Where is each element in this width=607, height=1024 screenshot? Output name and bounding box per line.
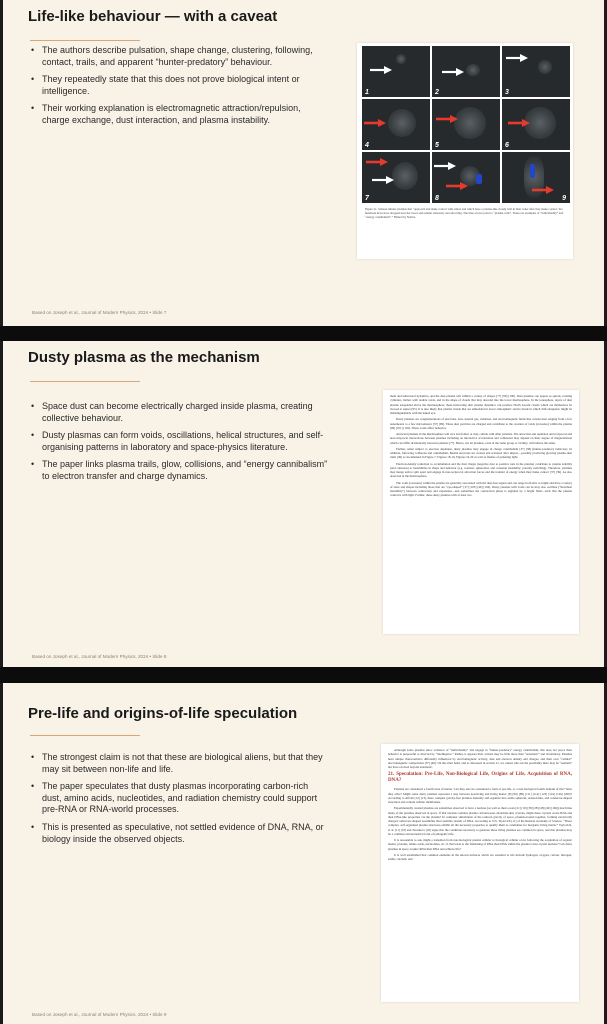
figure-21-grid — [362, 46, 570, 203]
panel-number: 3 — [505, 89, 509, 96]
figure-panel-4 — [362, 99, 430, 150]
bullet-item: • This is presented as speculative, not settled evidence of DNA, RNA, or biology inside the observed objects. — [40, 822, 330, 845]
figure-caption: Figure 21. Sixteen-minute plasmas that “approach and make contact with others and which have a plasma-like cloudy trail in their wake after they make contact. Six hundreds more have dropped near the lower and remain stationary and attracting. The blue arrows point to “plasma-cells”. These are examples of “individuality” and “energy cannibalism”.” Filmed by NASA. — [365, 207, 564, 219]
paper-paragraph: ment and behavioral dynamics, and the dust plasma will exhibit a variety of shapes [77] [99] [100]. Dust plasmas can appear as spirals, rotating cylinders, bullets with double voids, and in the shape of clouds that may descend into the lower thermosphere. In the ionosphere, layers of dust plasma suspended above the thermosphere; these interacting dust plasma dynamics can produce North Lucent clouds which are themselves be viewed at sunset [95]. It is also likely that plasma clouds that are embedded in lower atmospheric storm clouds in which drift elongated, might be indistinguishable with the naked eye. — [390, 394, 572, 415]
panel-number: 4 — [365, 142, 369, 149]
paper-paragraph: It is reasonable to ask, might a transition from non-biological plasma cellular to biological cellular occur following the acquisition of organic matter, proteins, amino acids, nucleotides, etc. if that leads to the fashioning of RNA then DNA within the plasma’s dust-crystal nucleus? Can dusty plasmas in space acquire RNA then DNA and achieve life? — [388, 838, 572, 851]
panel-number: 9 — [562, 195, 566, 202]
paper-paragraph: Although some plasmas show evidence of “individuality” and engage in “hunter-predatory” energy cannibalism, this does not prove their behavior is purposeful or directed by “intelligence.” Rather, it appears their actions may be little more than “automatic” and involuntary. Plasmas have unique characteristics differently influenced by electromagnetic activity, dust and electron density and charges, and their own “cellular” electromagnetic composition [37] [49]. On the other hand, and as discussed in section 21, we cannot rule out the possibility there may be “sentient” but have evolved beyond automatic. — [388, 748, 572, 769]
paper-page — [381, 744, 579, 1002]
panel-number: 2 — [435, 89, 439, 96]
bullet-list — [30, 401, 330, 489]
figure-panel-8 — [432, 152, 500, 203]
slide-footer: Based on Joseph et al., Journal of Modern Physics, 2024 • Slide 9 — [32, 1012, 167, 1017]
bullet-item: • The paper links plasma trails, glow, collisions, and “energy cannibalism” to electron transfer and charge dynamics. — [40, 459, 330, 482]
panel-number: 8 — [435, 195, 439, 202]
slide-title: Pre-life and origins-of-life speculation — [28, 705, 298, 722]
figure-panel-3 — [502, 46, 570, 97]
panel-number: 5 — [435, 142, 439, 149]
paper-paragraph: It is well established that common elements in the known universe which are essential to life include hydrogen, oxygen, carbon, nitrogen, sulfur, calcium, and — [388, 852, 572, 861]
figure-panel-9 — [502, 152, 570, 203]
paper-paragraph: Experimentally created plasmas are sometimes observed to have a nucleus (as well as their ocean [21] [19] [38] [28] [48] [49] [166]) much like many of the plasmas observed in space. If that nucleus contains plasma carbonaceous chondrite-dust crystals, might these crystals create RNA and then DNA-like properties via the plasma? In computer simulations of the reduced gravity of space, plasmas-bound together, forming electrically charged corkscrew-shaped assemblies that resemble strands of DNA. According to V.N. Tsytovich [11] of the Russian Academy of Science, “These complex, self-organized plasma structures exhibit all the necessary properties to qualify them as candidates for inorganic living matter.” Tsytovich, et al. [11] [16] and Tsvetkova [18] argue that the conditions necessary to generate these living plasmas are common in space, and that plasmas may be a common extraterrestrial form of (allergenic) life. — [388, 806, 572, 836]
slide-title: Dusty plasma as the mechanism — [28, 349, 260, 366]
paper-paragraph: Dusty plasmas are conglomerations of electrons, ions, neutral gas, radiation, and electromagnetic fields that consist dust ranging from a few nanometers to a few micrometers [37] [99]. These dust particles are charged and contribute to the creation of voids (vacuoles) within the plasma [99] [101] [102]. These voids affect behavior. — [390, 417, 572, 430]
bullet-item: • Their working explanation is electromagnetic attraction/repulsion, charge exchange, dust interaction, and plasma instability. — [40, 103, 330, 126]
section-heading: 21. Speculation: Pre-Life, Non-Biological Life, Origins of Life, Acquisition of RNA, DNA? — [388, 772, 572, 784]
bullet-item: • The strongest claim is not that these are biological aliens, but that they may sit between non-life and life. — [40, 752, 330, 775]
paper-text — [388, 748, 572, 998]
slide-8 — [0, 341, 607, 667]
panel-number: 6 — [505, 142, 509, 149]
panel-number: 7 — [365, 195, 369, 202]
bullet-list — [30, 45, 330, 133]
title-underline — [30, 735, 140, 736]
bullet-item: • They repeatedly state that this does not prove biological intent or intelligence. — [40, 74, 330, 97]
paper-page — [383, 390, 579, 634]
panel-number: 1 — [365, 89, 369, 96]
slide-title: Life-like behaviour — with a caveat — [28, 8, 278, 25]
slide-7 — [0, 0, 607, 326]
bullet-item: • The authors describe pulsation, shape change, clustering, following, contact, trails, and apparent “hunter-predatory” behaviour. — [40, 45, 330, 68]
bullet-item: • Dusty plasmas can form voids, oscillations, helical structures, and self-organising patterns in laboratory and space-physics literature. — [40, 430, 330, 453]
figure-panel-7 — [362, 152, 430, 203]
paper-paragraph: Electron-density reduction to accumulation and the dust charge (negative dust to positive ions in the plasma) contribute to plasma stability (and cohesion) to instabilities in shape and behavior (e.g. rotation, spheroidal, and cartesian instability; polarity switching). Therefore, plasmas may merge and/or split apart and engage in non-reciprocal attraction forces and the transfer of energy when they make contact [37] [39]. As also observed in the thermosphere. — [390, 461, 572, 479]
slide-footer: Based on Joseph et al., Journal of Modern Physics, 2024 • Slide 8 — [32, 654, 167, 659]
paper-paragraph: Plasmas are considered a fourth state of matter. Can they also be considered a form of pre-life, or a non-biological fourth domain of life? Were they alive? Might some dusty plasmas represent a step between non-living and living matter [8] [99] [89] [111] [112] [123] [124] [126] [200]? According to Alfvén [12] [13], there complex gravity-free plasmas naturally self-organize into stable spheroid, ordered-like, and conductor-shaped structures and contain cellular membranes. — [388, 787, 572, 804]
bullet-item: • Space dust can become electrically charged inside plasma, creating collective behaviour. — [40, 401, 330, 424]
figure-panel-5 — [432, 99, 500, 150]
title-underline — [30, 381, 140, 382]
figure-panel-1 — [362, 46, 430, 97]
paper-paragraph: The voids (vacuoles) within the plasma are generally associated with the dust-free region and can range from slits to bright and have a variety of sizes and shapes including those that are “eye-shaped” [37] [103] [49] [104]. Dusty plasmas with voids can be may also oscillate (“heartbeat instability”) between contraction and expansion—and sometimes the contraction phase is signaled by a bright flash—such that the plasma contracts with light. Further, these dusty plasmas with at least two — [390, 480, 572, 498]
paper-paragraph: Attracted plasmas in the thermosphere will race and follow or may collide with other plasmas. The attraction and repulsion and reciprocal and non-reciprocal interactions between plasmas including an interactive acceleration and collisional may depend on their degree of magnetization which can differ dramatically between plasmas [77]. Hence, not all plasmas, even in the same group or vicinity, will behave the same. — [390, 432, 572, 445]
paper-paragraph: Further, when subject to electron depletion, dusty plasmas may engage in charge cannibalism [37] [38] (hunter-predatory behavior). In addition, following collisions and cannibalism, Bestial electrons are created and scattered after impact—possibly producing glowing plasma-dust trails [49] as documented in Figure 7, Figures 18-19, Figures 19-20 as well as flashes of pulsating light. — [390, 446, 572, 460]
figure-panel-2 — [432, 46, 500, 97]
figure-panel-6 — [502, 99, 570, 150]
bullet-list — [30, 752, 330, 851]
slide-footer: Based on Joseph et al., Journal of Modern Physics, 2024 • Slide 7 — [32, 310, 167, 315]
bullet-item: • The paper speculates that dusty plasmas incorporating carbon-rich dust, amino acids, nucleotides, and radiation chemistry could support pre-RNA or RNA-world processes. — [40, 781, 330, 816]
paper-text — [390, 394, 572, 630]
slide-9 — [0, 683, 607, 1024]
figure-page — [357, 43, 573, 259]
title-underline — [30, 40, 140, 41]
